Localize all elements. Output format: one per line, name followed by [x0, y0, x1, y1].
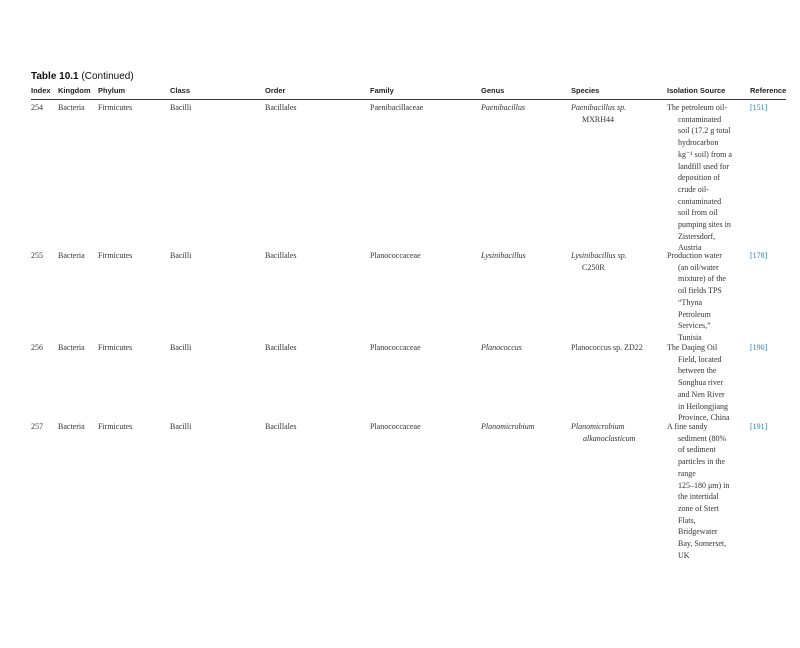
- species-line: Lysinibacillus sp.: [571, 251, 627, 260]
- header-class: Class: [170, 86, 191, 95]
- cell-kingdom: Bacteria: [58, 103, 85, 112]
- cell-class: Bacilli: [170, 103, 192, 112]
- header-rule: [31, 99, 786, 100]
- source-line: soil from oil: [678, 208, 718, 218]
- cell-genus: Planomicrobium: [481, 422, 535, 431]
- species-line: Paenibacillus sp.: [571, 103, 627, 112]
- reference-link[interactable]: [191]: [750, 422, 768, 431]
- source-line: The petroleum oil-: [667, 103, 727, 112]
- species-line: Planomicrobium: [571, 422, 625, 431]
- cell-phylum: Firmicutes: [98, 251, 133, 260]
- source-line: Bay, Somerset,: [678, 539, 727, 549]
- source-line: “Thyna: [678, 297, 702, 307]
- cell-index: 254: [31, 103, 43, 112]
- header-source: Isolation Source: [667, 86, 726, 95]
- cell-genus: Paenibacillus: [481, 103, 525, 112]
- source-line: Field, located: [678, 354, 722, 364]
- source-line: Services,”: [678, 321, 711, 331]
- source-line: 125–180 μm) in: [678, 480, 730, 490]
- source-line: Province, China: [678, 413, 730, 423]
- cell-kingdom: Bacteria: [58, 251, 85, 260]
- cell-species: [571, 102, 651, 125]
- cell-source: [667, 250, 747, 344]
- cell-order: Bacillales: [265, 103, 297, 112]
- cell-source: [667, 421, 747, 561]
- source-line: in Heilongjiang: [678, 401, 728, 411]
- reference-link[interactable]: [178]: [750, 251, 768, 260]
- cell-index: 257: [31, 422, 43, 431]
- source-line: Bridgewater: [678, 527, 718, 537]
- cell-order: Bacillales: [265, 251, 297, 260]
- source-line: contaminated: [678, 114, 722, 124]
- cell-species: [571, 342, 651, 354]
- source-line: range: [678, 468, 696, 478]
- source-line: The Daqing Oil: [667, 343, 718, 352]
- cell-phylum: Firmicutes: [98, 343, 133, 352]
- header-genus: Genus: [481, 86, 505, 95]
- source-line: Petroleum: [678, 309, 711, 319]
- header-order: Order: [265, 86, 286, 95]
- source-line: of sediment: [678, 445, 716, 455]
- species-line: Planococcus sp. ZD22: [571, 343, 643, 352]
- cell-class: Bacilli: [170, 251, 192, 260]
- source-line: Flats,: [678, 515, 696, 525]
- source-line: oil fields TPS: [678, 286, 722, 296]
- cell-order: Bacillales: [265, 422, 297, 431]
- source-line: Zistersdorf,: [678, 231, 716, 241]
- species-line: MXRH44: [582, 114, 615, 124]
- cell-index: 255: [31, 251, 43, 260]
- header-phylum: Phylum: [98, 86, 126, 95]
- source-line: deposition of: [678, 173, 720, 183]
- cell-species: [571, 250, 651, 273]
- source-line: hydrocarbon: [678, 138, 719, 148]
- source-line: (an oil/water: [678, 262, 719, 272]
- source-line: particles in the: [678, 457, 726, 467]
- table-caption: [31, 71, 134, 82]
- cell-kingdom: Bacteria: [58, 343, 85, 352]
- source-line: UK: [678, 550, 690, 560]
- source-line: contaminated: [678, 196, 722, 206]
- source-line: and Nen River: [678, 389, 725, 399]
- source-line: sediment (80%: [678, 433, 727, 443]
- source-line: landfill used for: [678, 161, 730, 171]
- cell-source: [667, 342, 747, 424]
- cell-class: Bacilli: [170, 343, 192, 352]
- header-kingdom: Kingdom: [58, 86, 91, 95]
- cell-family: Planococcaceae: [370, 343, 421, 352]
- species-line: alkanoclasticum: [583, 433, 636, 443]
- cell-species: [571, 421, 651, 444]
- cell-family: Paenibacillaceae: [370, 103, 424, 112]
- reference-link[interactable]: [151]: [750, 103, 768, 112]
- reference-link[interactable]: [190]: [750, 343, 768, 352]
- source-line: Production water: [667, 251, 722, 260]
- header-reference: Reference: [750, 86, 787, 95]
- source-line: the intertidal: [678, 492, 719, 502]
- cell-family: Planococcaceae: [370, 422, 421, 431]
- source-line: pumping sites in: [678, 220, 731, 230]
- cell-phylum: Firmicutes: [98, 103, 133, 112]
- source-line: crude oil-: [678, 184, 709, 194]
- cell-class: Bacilli: [170, 422, 192, 431]
- source-line: zone of Stert: [678, 503, 719, 513]
- cell-phylum: Firmicutes: [98, 422, 133, 431]
- header-species: Species: [571, 86, 600, 95]
- table-label: Table 10.1: [31, 71, 79, 82]
- cell-genus: Planococcus: [481, 343, 522, 352]
- cell-kingdom: Bacteria: [58, 422, 85, 431]
- source-line: mixture) of the: [678, 274, 726, 284]
- source-line: A fine sandy: [667, 422, 708, 431]
- header-family: Family: [370, 86, 394, 95]
- source-line: between the: [678, 366, 717, 376]
- cell-source: [667, 102, 747, 254]
- source-line: soil (17.2 g total: [678, 126, 731, 136]
- source-line: kg⁻¹ soil) from a: [678, 149, 732, 159]
- cell-family: Planococcaceae: [370, 251, 421, 260]
- cell-index: 256: [31, 343, 43, 352]
- table-continued: (Continued): [81, 71, 134, 82]
- source-line: Tunisia: [678, 332, 702, 342]
- header-index: Index: [31, 86, 51, 95]
- cell-genus: Lysinibacillus: [481, 251, 526, 260]
- source-line: Austria: [678, 243, 702, 253]
- source-line: Songhua river: [678, 378, 724, 388]
- cell-order: Bacillales: [265, 343, 297, 352]
- species-line: C250R: [582, 262, 605, 272]
